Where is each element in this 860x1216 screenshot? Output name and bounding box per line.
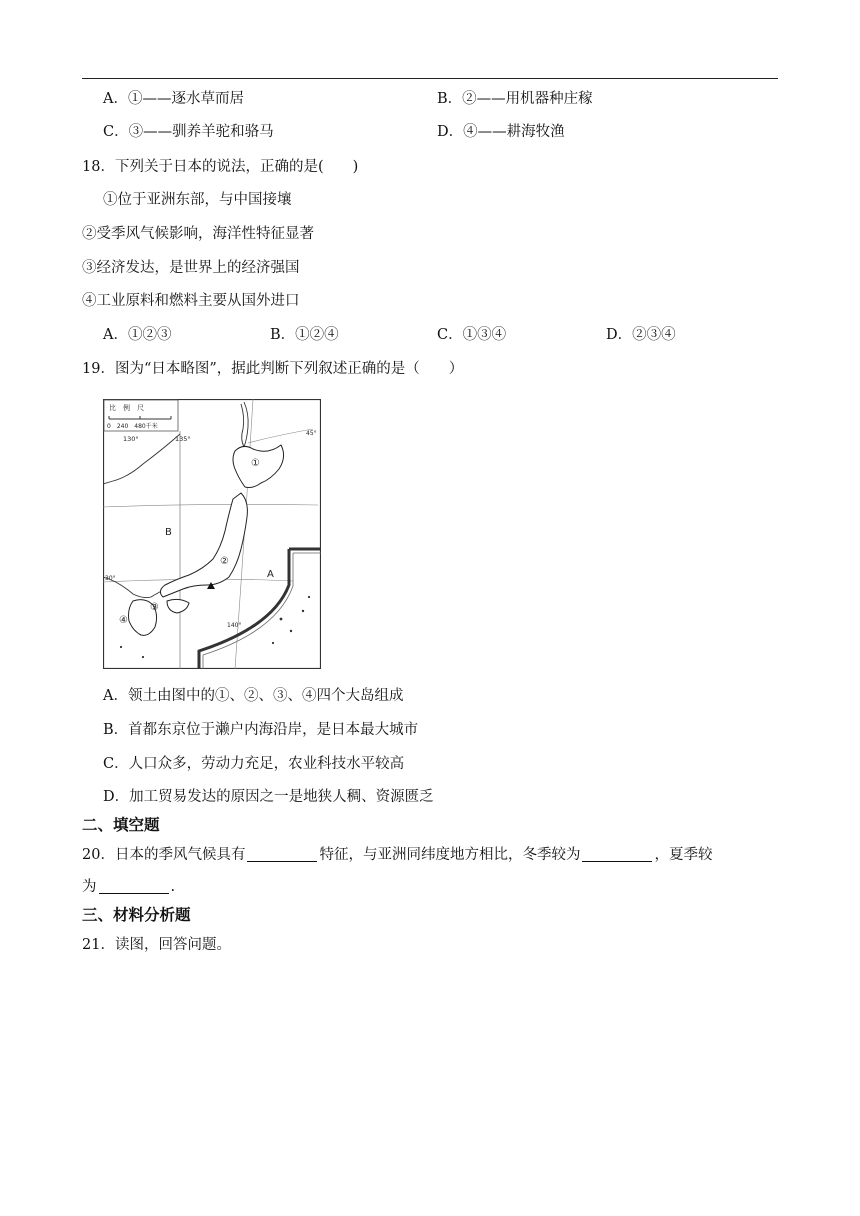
option-text: 领土由图中的①、②、③、④四个大岛组成: [127, 688, 404, 704]
q18-option-a[interactable]: [103, 325, 171, 345]
option-text: ④——耕海牧渔: [463, 124, 565, 140]
scale-title: 比 例 尺: [109, 404, 144, 412]
q18-statement-4: ④工业原料和燃料主要从国外进口: [82, 293, 300, 309]
option-letter: A．: [103, 327, 128, 343]
option-letter: B．: [437, 91, 463, 107]
option-letter: A．: [103, 688, 128, 704]
option-text: 人口众多，劳动力充足，农业科技水平较高: [128, 756, 405, 772]
option-text: ①②③: [127, 327, 172, 343]
q18-stem: 18．下列关于日本的说法，正确的是( ): [82, 159, 359, 175]
label-a: A: [267, 569, 274, 580]
q17-option-b[interactable]: [437, 89, 593, 109]
lon-140-label: 140°: [227, 622, 242, 629]
header-rule: [82, 78, 778, 79]
q20-text: ，夏季较: [654, 847, 713, 863]
label-1: ①: [251, 458, 260, 469]
lat-30-label: 30°: [105, 575, 116, 582]
japan-sketch-map: [103, 399, 321, 669]
option-letter: D．: [606, 327, 633, 343]
q18-statement-1: ①位于亚洲东部，与中国接壤: [103, 192, 292, 208]
option-letter: A．: [103, 91, 128, 107]
q21-stem: 21．读图，回答问题。: [82, 937, 231, 953]
section-3-heading: 三、材料分析题: [82, 906, 191, 924]
label-b: B: [165, 527, 172, 538]
q19-option-d[interactable]: [103, 787, 434, 807]
q18-option-c[interactable]: [437, 325, 506, 345]
option-text: ②——用机器种庄稼: [462, 91, 593, 107]
q18-statement-3: ③经济发达，是世界上的经济强国: [82, 260, 300, 276]
option-letter: D．: [437, 124, 464, 140]
q20-text: .: [170, 879, 176, 895]
option-text: 加工贸易发达的原因之一是地狭人稠、资源匮乏: [129, 789, 434, 805]
q20-text: 为: [82, 879, 97, 895]
lon-135-label: 135°: [175, 435, 191, 443]
q20-text: 20．日本的季风气候具有: [82, 847, 246, 863]
lat-45-label: 45°: [306, 430, 317, 437]
option-letter: B．: [270, 327, 296, 343]
option-text: ①——逐水草而居: [127, 91, 244, 107]
q17-option-c[interactable]: [103, 122, 274, 142]
label-2: ②: [220, 556, 229, 567]
q20-blank-2[interactable]: [582, 845, 652, 862]
q19-option-a[interactable]: [103, 686, 403, 706]
section-2-heading: 二、填空题: [82, 816, 160, 834]
q20-blank-3[interactable]: [99, 877, 169, 894]
option-letter: C．: [437, 327, 463, 343]
q20-line-1: [82, 845, 712, 865]
option-text: ①②④: [295, 327, 339, 343]
option-letter: C．: [103, 756, 129, 772]
label-3: ③: [150, 602, 159, 613]
option-text: ③——驯养羊驼和骆马: [128, 124, 274, 140]
option-text: ②③④: [632, 327, 676, 343]
option-letter: B．: [103, 722, 129, 738]
label-4: ④: [119, 615, 128, 626]
option-text: 首都东京位于濑户内海沿岸，是日本最大城市: [128, 722, 419, 738]
q20-text: 特征，与亚洲同纬度地方相比，冬季较为: [319, 847, 581, 863]
q20-blank-1[interactable]: [247, 845, 317, 862]
q19-option-b[interactable]: [103, 720, 418, 740]
q19-option-c[interactable]: [103, 754, 404, 774]
q19-stem: 19．图为“日本略图”，据此判断下列叙述正确的是（ ）: [82, 361, 464, 377]
option-text: ①③④: [462, 327, 507, 343]
q18-option-b[interactable]: [270, 325, 339, 345]
option-letter: C．: [103, 124, 129, 140]
scale-values: 0 240 480千米: [107, 423, 158, 430]
lon-130-label: 130°: [123, 435, 139, 443]
option-letter: D．: [103, 789, 130, 805]
q18-option-d[interactable]: [606, 325, 676, 345]
q18-statement-2: ②受季风气候影响，海洋性特征显著: [82, 226, 314, 242]
q17-option-d[interactable]: [437, 122, 565, 142]
q17-option-a[interactable]: [103, 89, 244, 109]
q20-line-2: [82, 877, 175, 897]
